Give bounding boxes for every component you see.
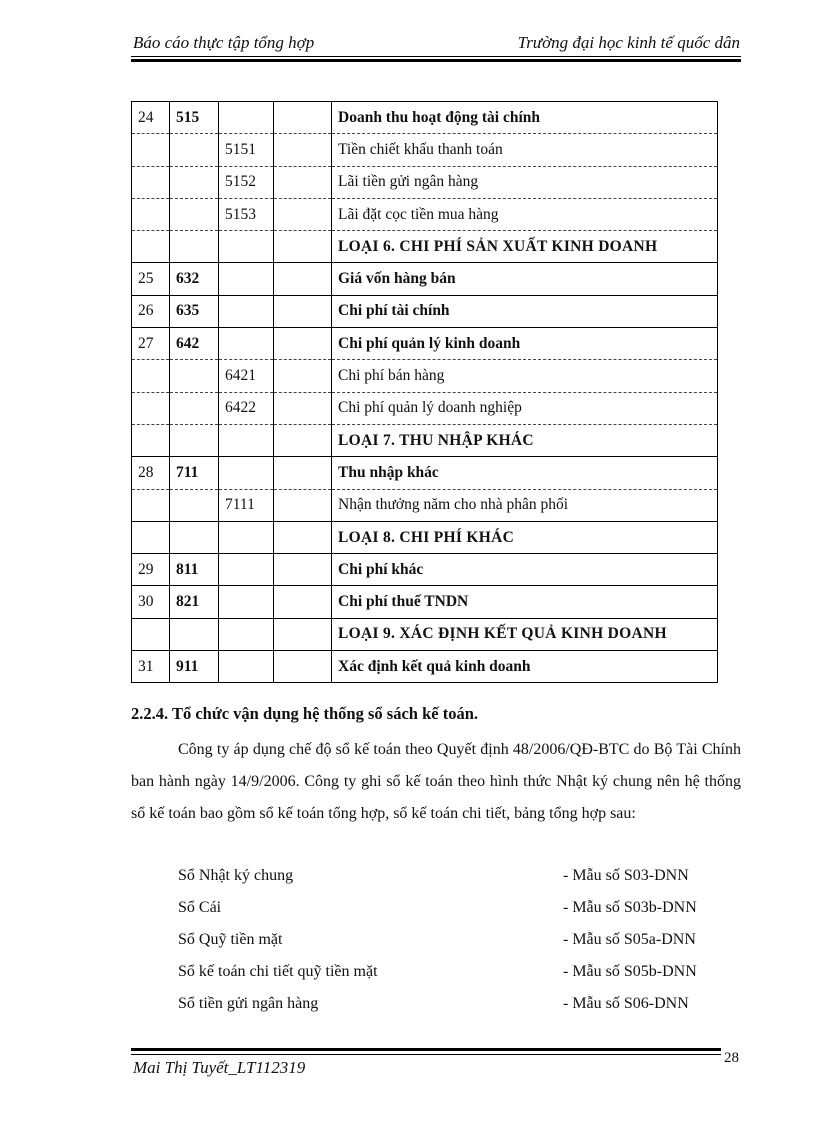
- account-level2: [219, 586, 274, 618]
- account-name: Xác định kết quả kinh doanh: [332, 651, 718, 683]
- table-row: [132, 457, 718, 489]
- account-level1: [170, 166, 219, 198]
- account-level3: [274, 134, 332, 166]
- footer-author: Mai Thị Tuyết_LT112319: [133, 1058, 306, 1077]
- row-number: 30: [132, 586, 170, 618]
- row-number: [132, 424, 170, 456]
- account-level1: [170, 134, 219, 166]
- account-level1: [170, 198, 219, 230]
- account-level2: [219, 618, 274, 650]
- account-name: Chi phí khác: [332, 554, 718, 586]
- account-level1: 515: [170, 102, 219, 134]
- account-name: Doanh thu hoạt động tài chính: [332, 102, 718, 134]
- row-number: 25: [132, 263, 170, 295]
- book-item: [178, 924, 738, 956]
- account-level1: [170, 392, 219, 424]
- account-level2: [219, 651, 274, 683]
- account-level2: [219, 457, 274, 489]
- table-row: [132, 424, 718, 456]
- account-level3: [274, 586, 332, 618]
- row-number: 29: [132, 554, 170, 586]
- row-number: 26: [132, 295, 170, 327]
- account-level3: [274, 457, 332, 489]
- book-item: [178, 988, 738, 1020]
- row-number: 27: [132, 328, 170, 360]
- book-form: - Mẫu số S05b-DNN: [563, 963, 697, 980]
- account-level1: 632: [170, 263, 219, 295]
- account-table: [131, 101, 718, 683]
- footer-divider-thick: [131, 1048, 721, 1051]
- account-name: Tiền chiết khấu thanh toán: [332, 134, 718, 166]
- account-name: LOẠI 8. CHI PHÍ KHÁC: [332, 521, 718, 553]
- row-number: 31: [132, 651, 170, 683]
- table-row: [132, 586, 718, 618]
- account-level1: 635: [170, 295, 219, 327]
- account-name: Nhận thưởng năm cho nhà phân phối: [332, 489, 718, 521]
- book-item: [178, 892, 738, 924]
- account-name: LOẠI 6. CHI PHÍ SẢN XUẤT KINH DOANH: [332, 231, 718, 263]
- account-name: Chi phí quản lý kinh doanh: [332, 328, 718, 360]
- account-level2: [219, 231, 274, 263]
- row-number: [132, 231, 170, 263]
- table-row: [132, 166, 718, 198]
- account-level3: [274, 102, 332, 134]
- account-level2: 5152: [219, 166, 274, 198]
- book-name: Sổ kế toán chi tiết quỹ tiền mặt: [178, 963, 378, 980]
- section-heading: 2.2.4. Tổ chức vận dụng hệ thống sổ sách kế toán.: [131, 704, 478, 723]
- account-name: Chi phí quản lý doanh nghiệp: [332, 392, 718, 424]
- account-level2: 7111: [219, 489, 274, 521]
- account-level1: 642: [170, 328, 219, 360]
- account-level3: [274, 521, 332, 553]
- account-name: Chi phí bán hàng: [332, 360, 718, 392]
- account-name: LOẠI 9. XÁC ĐỊNH KẾT QUẢ KINH DOANH: [332, 618, 718, 650]
- book-form: - Mẫu số S05a-DNN: [563, 931, 696, 948]
- book-list: [178, 860, 738, 1020]
- table-row: [132, 554, 718, 586]
- account-level1: [170, 489, 219, 521]
- page-number: 28: [724, 1050, 739, 1066]
- account-level3: [274, 651, 332, 683]
- book-item: [178, 860, 738, 892]
- row-number: [132, 166, 170, 198]
- account-level2: [219, 424, 274, 456]
- table-row: [132, 198, 718, 230]
- row-number: [132, 198, 170, 230]
- account-level3: [274, 295, 332, 327]
- book-name: Sổ Cái: [178, 899, 222, 916]
- account-level3: [274, 198, 332, 230]
- row-number: [132, 618, 170, 650]
- account-level3: [274, 360, 332, 392]
- table-row: [132, 618, 718, 650]
- table-row: [132, 392, 718, 424]
- account-level3: [274, 554, 332, 586]
- account-level2: 6421: [219, 360, 274, 392]
- section-paragraph: [131, 734, 741, 830]
- account-level3: [274, 166, 332, 198]
- table-row: [132, 134, 718, 166]
- account-level2: [219, 263, 274, 295]
- book-name: Sổ tiền gửi ngân hàng: [178, 995, 319, 1012]
- account-name: Lãi đặt cọc tiền mua hàng: [332, 198, 718, 230]
- account-level1: [170, 521, 219, 553]
- table-row: [132, 360, 718, 392]
- account-level3: [274, 263, 332, 295]
- account-level3: [274, 392, 332, 424]
- account-level1: 911: [170, 651, 219, 683]
- account-name: Giá vốn hàng bán: [332, 263, 718, 295]
- account-level2: [219, 102, 274, 134]
- account-level2: [219, 521, 274, 553]
- book-form: - Mẫu số S06-DNN: [563, 995, 689, 1012]
- header-report-title: Báo cáo thực tập tổng hợp: [133, 33, 315, 52]
- account-level1: [170, 618, 219, 650]
- account-level3: [274, 231, 332, 263]
- table-row: [132, 295, 718, 327]
- header-university: Trường đại học kinh tế quốc dân: [517, 33, 740, 52]
- account-level1: [170, 360, 219, 392]
- book-name: Sổ Quỹ tiền mặt: [178, 931, 283, 948]
- account-name: Thu nhập khác: [332, 457, 718, 489]
- account-level3: [274, 328, 332, 360]
- row-number: [132, 392, 170, 424]
- account-level2: 6422: [219, 392, 274, 424]
- header-divider-thin: [131, 56, 741, 57]
- account-name: Chi phí thuế TNDN: [332, 586, 718, 618]
- account-level2: 5151: [219, 134, 274, 166]
- account-level2: 5153: [219, 198, 274, 230]
- book-form: - Mẫu số S03b-DNN: [563, 899, 697, 916]
- account-level1: 711: [170, 457, 219, 489]
- table-row: [132, 102, 718, 134]
- table-row: [132, 489, 718, 521]
- account-level3: [274, 424, 332, 456]
- header-divider-thick: [131, 59, 741, 62]
- book-item: [178, 956, 738, 988]
- account-level1: [170, 231, 219, 263]
- table-row: [132, 651, 718, 683]
- row-number: [132, 521, 170, 553]
- row-number: [132, 134, 170, 166]
- book-name: Sổ Nhật ký chung: [178, 867, 294, 884]
- row-number: [132, 360, 170, 392]
- account-name: Lãi tiền gửi ngân hàng: [332, 166, 718, 198]
- table-row: [132, 328, 718, 360]
- table-row: [132, 263, 718, 295]
- book-form: - Mẫu số S03-DNN: [563, 867, 689, 884]
- account-level1: 811: [170, 554, 219, 586]
- account-level3: [274, 618, 332, 650]
- account-level1: [170, 424, 219, 456]
- paragraph-text: Công ty áp dụng chế độ sổ kế toán theo Quyết định 48/2006/QĐ-BTC do Bộ Tài Chính ban hành ngày 14/9/2006. Công ty ghi sổ kế toán theo hình thức Nhật ký chung nên hệ thống sổ kế toán bao gồm sổ kế toán tổng hợp, sổ kế toán chi tiết, bảng tổng hợp sau:: [131, 741, 741, 822]
- account-level3: [274, 489, 332, 521]
- account-name: LOẠI 7. THU NHẬP KHÁC: [332, 424, 718, 456]
- footer-divider-thin: [131, 1054, 721, 1055]
- account-level1: 821: [170, 586, 219, 618]
- account-level2: [219, 554, 274, 586]
- row-number: 28: [132, 457, 170, 489]
- account-name: Chi phí tài chính: [332, 295, 718, 327]
- row-number: [132, 489, 170, 521]
- table-row: [132, 521, 718, 553]
- row-number: 24: [132, 102, 170, 134]
- account-level2: [219, 328, 274, 360]
- account-level2: [219, 295, 274, 327]
- table-row: [132, 231, 718, 263]
